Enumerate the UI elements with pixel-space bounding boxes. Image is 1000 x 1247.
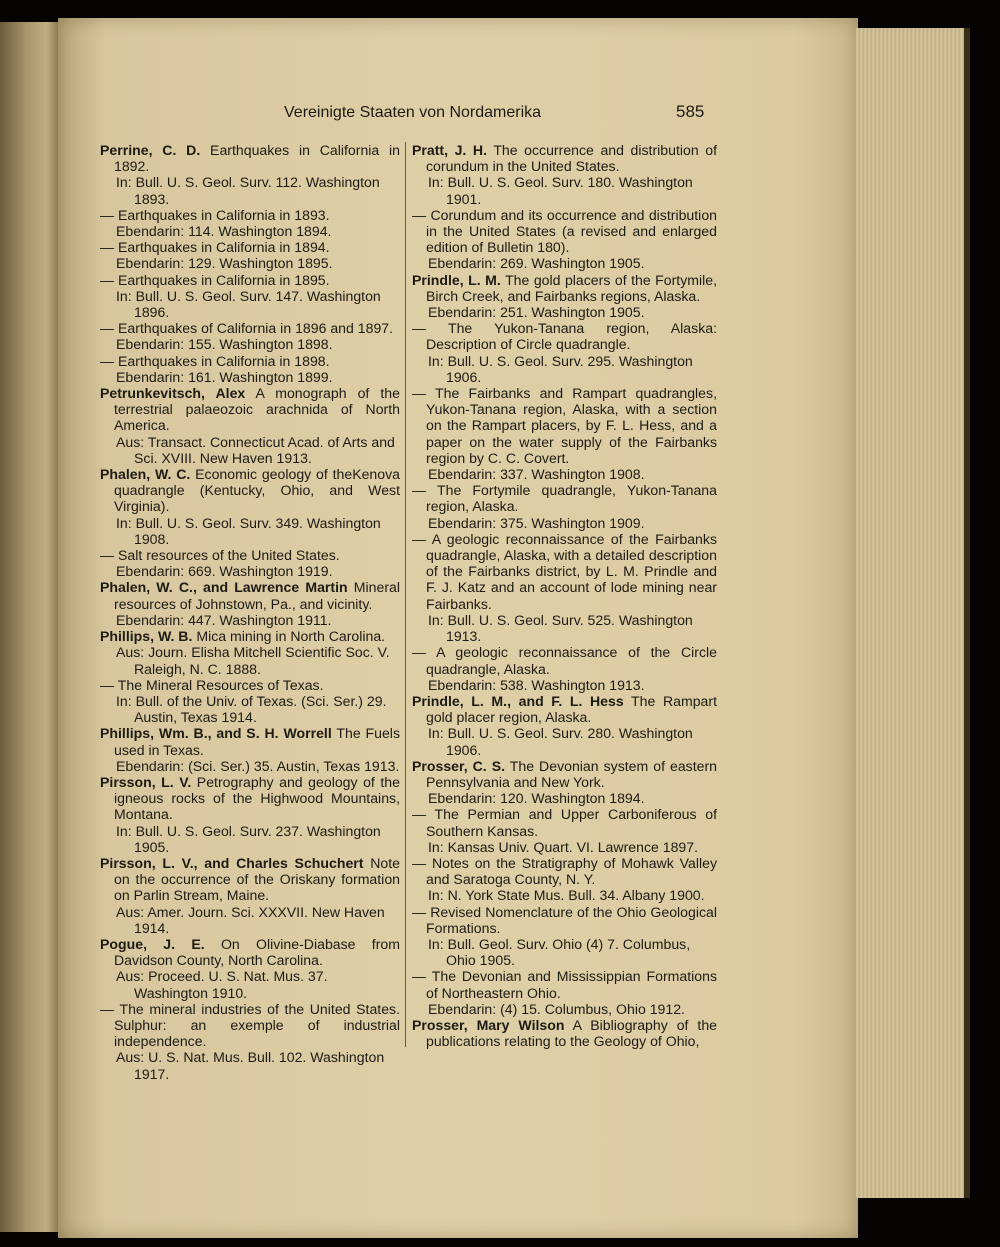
bibliography-entry [412,385,717,482]
entry-publication: In: N. York State Mus. Bull. 34. Albany 1900. [428,887,705,904]
entry-citation [100,353,400,369]
entry-author: Perrine, C. D. [100,142,201,158]
entry-publication: Ebendarin: 669. Washington 1919. [116,563,333,580]
entry-citation [412,693,717,725]
bibliography-entry [412,904,717,969]
entry-title: A geologic reconnaissance of the Fairbanks quadrangle, Alaska, with a detailed description of the Fairbanks district, by L. M. Prindle and F. J. Katz and an account of lode mining near Fairbanks. [426,530,717,612]
bibliography-entry [412,855,717,904]
entry-author: Prindle, L. M., and F. L. Hess [412,692,624,709]
bibliography-entry [100,936,400,1001]
entry-author: — [412,806,427,823]
entry-title: Petrography and geology of the igneous rocks of the Highwood Mountains, Montana. [114,773,400,823]
bibliography-entry [100,547,400,579]
entry-author: — [100,239,115,256]
entry-citation [412,806,717,838]
entry-title: Salt resources of the United States. [118,547,340,564]
entry-publication: In: Bull. U. S. Geol. Surv. 525. Washington 1913. [428,611,693,645]
bibliography-entry [100,855,400,936]
bibliography-entry [412,1017,717,1049]
entry-citation [100,466,400,515]
entry-citation [412,482,717,514]
entry-title: Earthquakes in California in 1895. [118,271,330,288]
entry-citation [100,1001,400,1050]
entry-publication: Ebendarin: 538. Washington 1913. [428,676,645,693]
entry-citation [412,968,717,1000]
entry-title: Mineral resources of Johnstown, Pa., and vicinity. [114,579,400,612]
bibliography-entry [100,725,400,774]
bibliography-entry [100,774,400,855]
entry-title: The Mineral Resources of Texas. [117,676,324,693]
entry-citation [412,272,717,304]
entry-publication: Ebendarin: (4) 15. Columbus, Ohio 1912. [428,1000,685,1017]
entry-citation [100,547,400,563]
entry-publication: Ebendarin: 375. Washington 1909. [428,514,645,531]
column-divider [405,142,406,1047]
entry-citation [100,774,400,823]
bibliography-entry [412,644,717,693]
entry-title: On Olivine-Diabase from Davidson County, North Carolina. [114,935,400,969]
bibliography-entry [412,531,717,644]
entry-author: — [100,1000,115,1017]
entry-title: A monograph of the terrestrial palaeozoic arachnida of North America. [114,385,400,434]
entry-title: The Yukon-Tanana region, Alaska: Description of Circle quadrangle. [426,320,717,353]
bibliography-entry [412,693,717,758]
bibliography-entry [412,758,717,807]
entry-citation [412,1017,717,1049]
entry-title: The Devonian and Mississippian Formations of Northeastern Ohio. [426,968,717,1001]
bibliography-entry [100,579,400,628]
entry-publication: In: Bull. Geol. Surv. Ohio (4) 7. Columbus, Ohio 1905. [428,935,691,969]
entry-author: Petrunkevitsch, Alex [100,385,246,402]
bibliography-entry [412,272,717,321]
entry-publication: In: Bull. U. S. Geol. Surv. 349. Washington 1908. [116,514,381,547]
entry-publication: Ebendarin: 114. Washington 1894. [116,223,332,240]
entry-publication: Ebendarin: 251. Washington 1905. [428,304,645,321]
entry-citation [412,385,717,466]
entry-citation [100,142,400,174]
bibliography-entry [100,320,400,352]
entry-citation [412,142,717,174]
entry-publication: In: Bull. of the Univ. of Texas. (Sci. Ser.) 29. Austin, Texas 1914. [116,692,387,726]
entry-citation [412,531,717,612]
entry-publication: Ebendarin: (Sci. Ser.) 35. Austin, Texas 1913. [116,757,400,774]
entry-title: Note on the occurrence of the Oriskany formation on Parlin Stream, Maine. [114,854,400,904]
previous-page-edge [0,22,58,1232]
entry-publication: In: Bull. U. S. Geol. Surv. 112. Washington 1893. [116,174,380,207]
entry-publication: In: Bull. U. S. Geol. Surv. 280. Washington 1906. [428,725,693,758]
entry-title: The Permian and Upper Carboniferous of Southern Kansas. [426,806,717,839]
entry-author: Prosser, C. S. [412,757,506,774]
bibliography-entry [100,207,400,239]
entry-citation [100,725,400,757]
entry-author: — [100,352,115,369]
entry-title: The occurrence and distribution of corundum in the United States. [426,142,717,175]
entry-author: Prosser, Mary Wilson [412,1016,565,1033]
entry-citation [100,385,400,434]
entry-title: The Fuels used in Texas. [114,725,400,758]
entry-author: — [412,206,427,223]
entry-author: — [412,968,427,985]
entry-title: Corundum and its occurrence and distribution in the United States (a revised and enlarged edition of Bulletin 180). [426,206,717,256]
entry-author: — [412,320,427,337]
entry-title: Earthquakes of California in 1896 and 1897. [118,320,394,337]
entry-publication: Aus: Journ. Elisha Mitchell Scientific Soc. V. Raleigh, N. C. 1888. [116,644,390,677]
entry-author: Phalen, W. C. [100,466,191,483]
entry-title: The gold placers of the Fortymile, Birch Creek, and Fairbanks regions, Alaska. [426,271,718,304]
entry-publication: In: Bull. U. S. Geol. Surv. 295. Washington 1906. [428,352,693,385]
entry-publication: Ebendarin: 155. Washington 1898. [116,336,333,353]
entry-author: Phillips, Wm. B., and S. H. Worrell [100,725,332,742]
bibliography-entry [412,806,717,855]
bibliography-entry [100,142,400,207]
bibliography-entry [100,677,400,726]
entry-citation [412,320,717,352]
entry-author: — [100,206,115,223]
entry-title: The Devonian system of eastern Pennsylvania and New York. [426,757,717,790]
entry-author: Pogue, J. E. [100,935,205,952]
entry-citation [412,904,717,936]
entry-title: Mica mining in North Carolina. [196,628,386,645]
entry-publication: Ebendarin: 337. Washington 1908. [428,466,645,483]
entry-author: — [100,676,115,693]
entry-title: The Fairbanks and Rampart quadrangles, Yukon-Tanana region, Alaska, with a section on the Rampart placers, by F. L. Hess, and a paper on the water supply of the Fairbanks region by C. C. Covert. [426,385,717,466]
bibliography-entry [412,207,717,272]
bibliography-entry [100,1001,400,1082]
bibliography-entry [100,353,400,385]
entry-title: Earthquakes in California in 1894. [118,239,330,256]
entry-publication: Ebendarin: 447. Washington 1911. [116,611,332,628]
entry-title: Revised Nomenclature of the Ohio Geological Formations. [426,903,717,936]
entry-publication: Ebendarin: 129. Washington 1895. [116,255,333,272]
bibliography-entry [100,239,400,271]
entry-publication: Ebendarin: 161. Washington 1899. [116,368,333,385]
entry-author: Pirsson, L. V. [100,773,192,790]
entry-publication: Ebendarin: 269. Washington 1905. [428,255,645,272]
entry-author: — [412,644,427,661]
entry-title: Notes on the Stratigraphy of Mohawk Valley and Saratoga County, N. Y. [426,854,717,888]
bibliography-entry [100,628,400,677]
entry-author: Pratt, J. H. [412,142,487,158]
entry-author: Phillips, W. B. [100,628,193,645]
entry-citation [100,936,400,968]
right-column [412,142,717,1049]
entry-author: — [412,854,427,871]
entry-title: The Rampart gold placer region, Alaska. [426,692,717,726]
entry-author: — [412,482,427,499]
entry-author: Pirsson, L. V., and Charles Schuchert [100,854,364,871]
entry-citation [412,758,717,790]
entry-citation [412,855,717,887]
entry-title: Earthquakes in California in 1892. [114,142,401,175]
bibliography-entry [100,385,400,466]
bibliography-entry [412,320,717,385]
bibliography-entry [100,466,400,547]
entry-citation [100,579,400,611]
entry-title: Economic geology of theKenova quadrangle (Kentucky, Ohio, and West Virginia). [114,466,400,515]
bibliography-entry [412,482,717,531]
entry-title: Earthquakes in California in 1898. [118,352,330,369]
entry-title: A Bibliography of the publications relating to the Geology of Ohio, [426,1016,718,1050]
entry-publication: Ebendarin: 120. Washington 1894. [428,790,645,807]
entry-publication: Aus: Transact. Connecticut Acad. of Arts and Sci. XVIII. New Haven 1913. [116,433,395,466]
entry-author: — [100,271,115,288]
entry-publication: In: Bull. U. S. Geol. Surv. 147. Washington 1896. [116,287,381,321]
entry-citation [100,239,400,255]
entry-publication: In: Bull. U. S. Geol. Surv. 180. Washington 1901. [428,174,693,207]
entry-title: Earthquakes in California in 1893. [118,206,330,223]
entry-citation [100,677,400,693]
entry-author: Phalen, W. C., and Lawrence Martin [100,579,348,596]
entry-title: The mineral industries of the United States. Sulphur: an exemple of industrial independence. [114,1000,400,1050]
page-number: 585 [676,102,705,121]
running-title: Vereinigte Staaten von Nordamerika [284,104,542,121]
page-stack-edges [856,28,970,1198]
left-column [100,142,400,1082]
entry-publication: In: Kansas Univ. Quart. VI. Lawrence 1897. [428,838,699,855]
entry-citation [100,628,400,644]
entry-author: — [412,903,427,920]
entry-publication: In: Bull. U. S. Geol. Surv. 237. Washington 1905. [116,822,381,855]
entry-title: A geologic reconnaissance of the Circle quadrangle, Alaska. [426,644,717,677]
entry-citation [100,272,400,288]
entry-author: Prindle, L. M. [412,271,501,288]
entry-publication: Aus: Proceed. U. S. Nat. Mus. 37. Washington 1910. [116,968,328,1001]
bibliography-entry [412,142,717,207]
entry-citation [100,320,400,336]
entry-author: — [100,320,115,337]
entry-publication: Aus: U. S. Nat. Mus. Bull. 102. Washington 1917. [116,1049,385,1082]
entry-citation [100,207,400,223]
entry-author: — [100,547,115,564]
entry-author: — [412,530,427,547]
entry-citation [412,644,717,676]
bibliography-entry [412,968,717,1017]
entry-title: The Fortymile quadrangle, Yukon-Tanana region, Alaska. [426,482,717,515]
entry-citation [412,207,717,256]
entry-citation [100,855,400,904]
entry-publication: Aus: Amer. Journ. Sci. XXXVII. New Haven 1914. [116,903,385,936]
entry-author: — [412,385,427,402]
bibliography-entry [100,272,400,321]
